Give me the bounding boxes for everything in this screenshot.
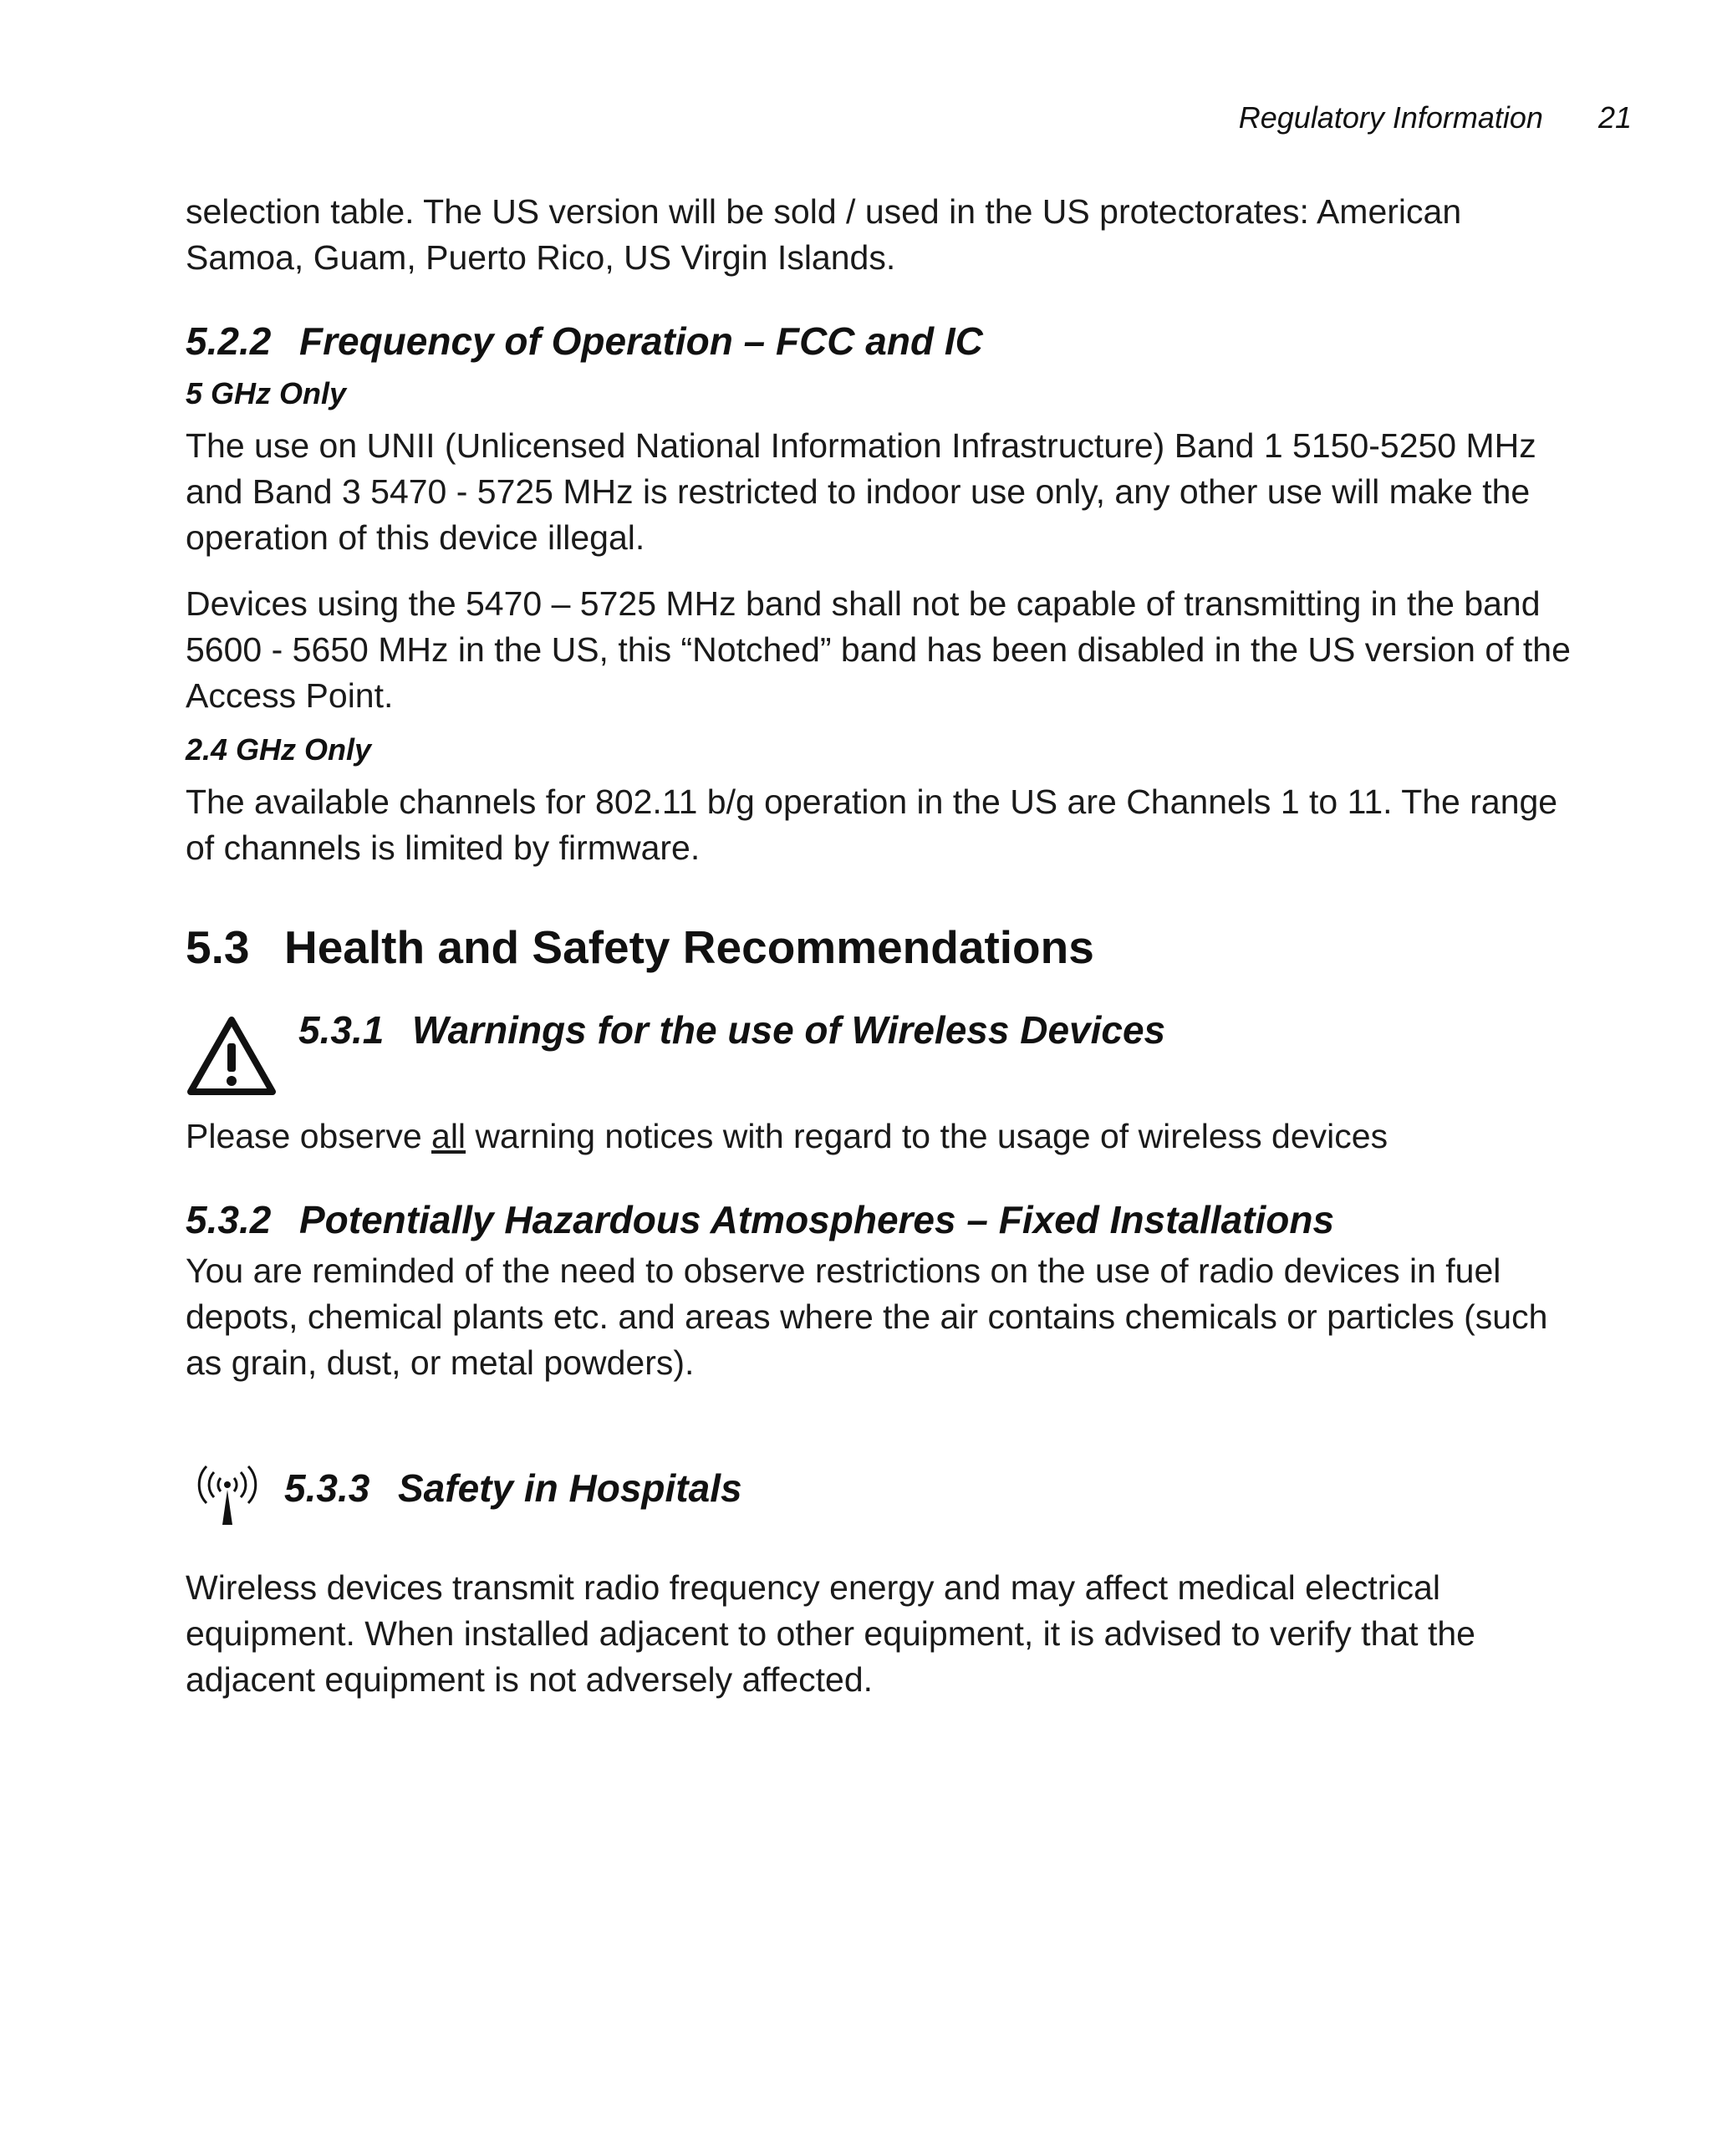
emphasis-all: all: [431, 1117, 466, 1155]
paragraph-2-4ghz: The available channels for 802.11 b/g operation in the US are Channels 1 to 11. The range of channels is limited by firmware.: [186, 782, 1558, 867]
heading-title: Potentially Hazardous Atmospheres – Fixed Installations: [299, 1198, 1335, 1241]
heading-number: 5.2.2: [186, 319, 272, 363]
heading-5-3-2: [186, 1196, 1577, 1243]
heading-number: 5.3: [186, 921, 250, 973]
heading-5-3-1: [298, 1007, 1165, 1053]
page-number: 21: [1597, 100, 1632, 135]
paragraph-5-3-2: You are reminded of the need to observe restrictions on the use of radio devices in fuel depots, chemical plants etc. and areas where the air contains chemicals or particles (such as grain, dust, or metal powders).: [186, 1251, 1548, 1382]
radio-wave-icon: [191, 1460, 264, 1527]
section-5-3-1-header: [186, 1007, 1577, 1107]
subheading-5ghz: 5 GHz Only: [186, 376, 347, 410]
heading-number: 5.3.2: [186, 1198, 272, 1241]
heading-title: Warnings for the use of Wireless Devices: [412, 1008, 1166, 1052]
text-after: warning notices with regard to the usage of wireless devices: [466, 1117, 1388, 1155]
intro-paragraph: selection table. The US version will be sold / used in the US protectorates: American Samoa, Guam, Puerto Rico, US Virgin Islands.: [186, 192, 1462, 277]
heading-title: Health and Safety Recommendations: [284, 921, 1094, 973]
section-5-3-3-header: [186, 1465, 1577, 1532]
paragraph-5-3-1: [186, 1114, 1577, 1160]
text-before: Please observe: [186, 1117, 432, 1155]
page-content: [186, 189, 1577, 1703]
heading-number: 5.3.1: [298, 1008, 385, 1052]
heading-5-2-2: [186, 318, 1577, 364]
running-header: [1239, 100, 1632, 135]
subheading-2-4ghz: 2.4 GHz Only: [186, 732, 372, 767]
warning-triangle-icon: [186, 1015, 278, 1098]
heading-5-3-3: [284, 1465, 742, 1511]
heading-number: 5.3.3: [284, 1466, 370, 1510]
header-section-title: Regulatory Information: [1238, 100, 1543, 135]
heading-title: Safety in Hospitals: [398, 1466, 742, 1510]
heading-5-3: [186, 920, 1577, 975]
paragraph-5-3-3: Wireless devices transmit radio frequency energy and may affect medical electrical equipment. When installed adjacent to other equipment, it is advised to verify that the adjacent equipment is not adversely affected.: [186, 1568, 1475, 1699]
paragraph-5ghz-notched: Devices using the 5470 – 5725 MHz band shall not be capable of transmitting in the band 5600 - 5650 MHz in the US, this “Notched” band has been disabled in the US version of the Access Point.: [186, 584, 1571, 715]
paragraph-5ghz-unii: The use on UNII (Unlicensed National Information Infrastructure) Band 1 5150-5250 MHz and Band 3 5470 - 5725 MHz is restricted to indoor use only, any other use will make the operation of this device illegal.: [186, 426, 1536, 557]
heading-title: Frequency of Operation – FCC and IC: [299, 319, 983, 363]
